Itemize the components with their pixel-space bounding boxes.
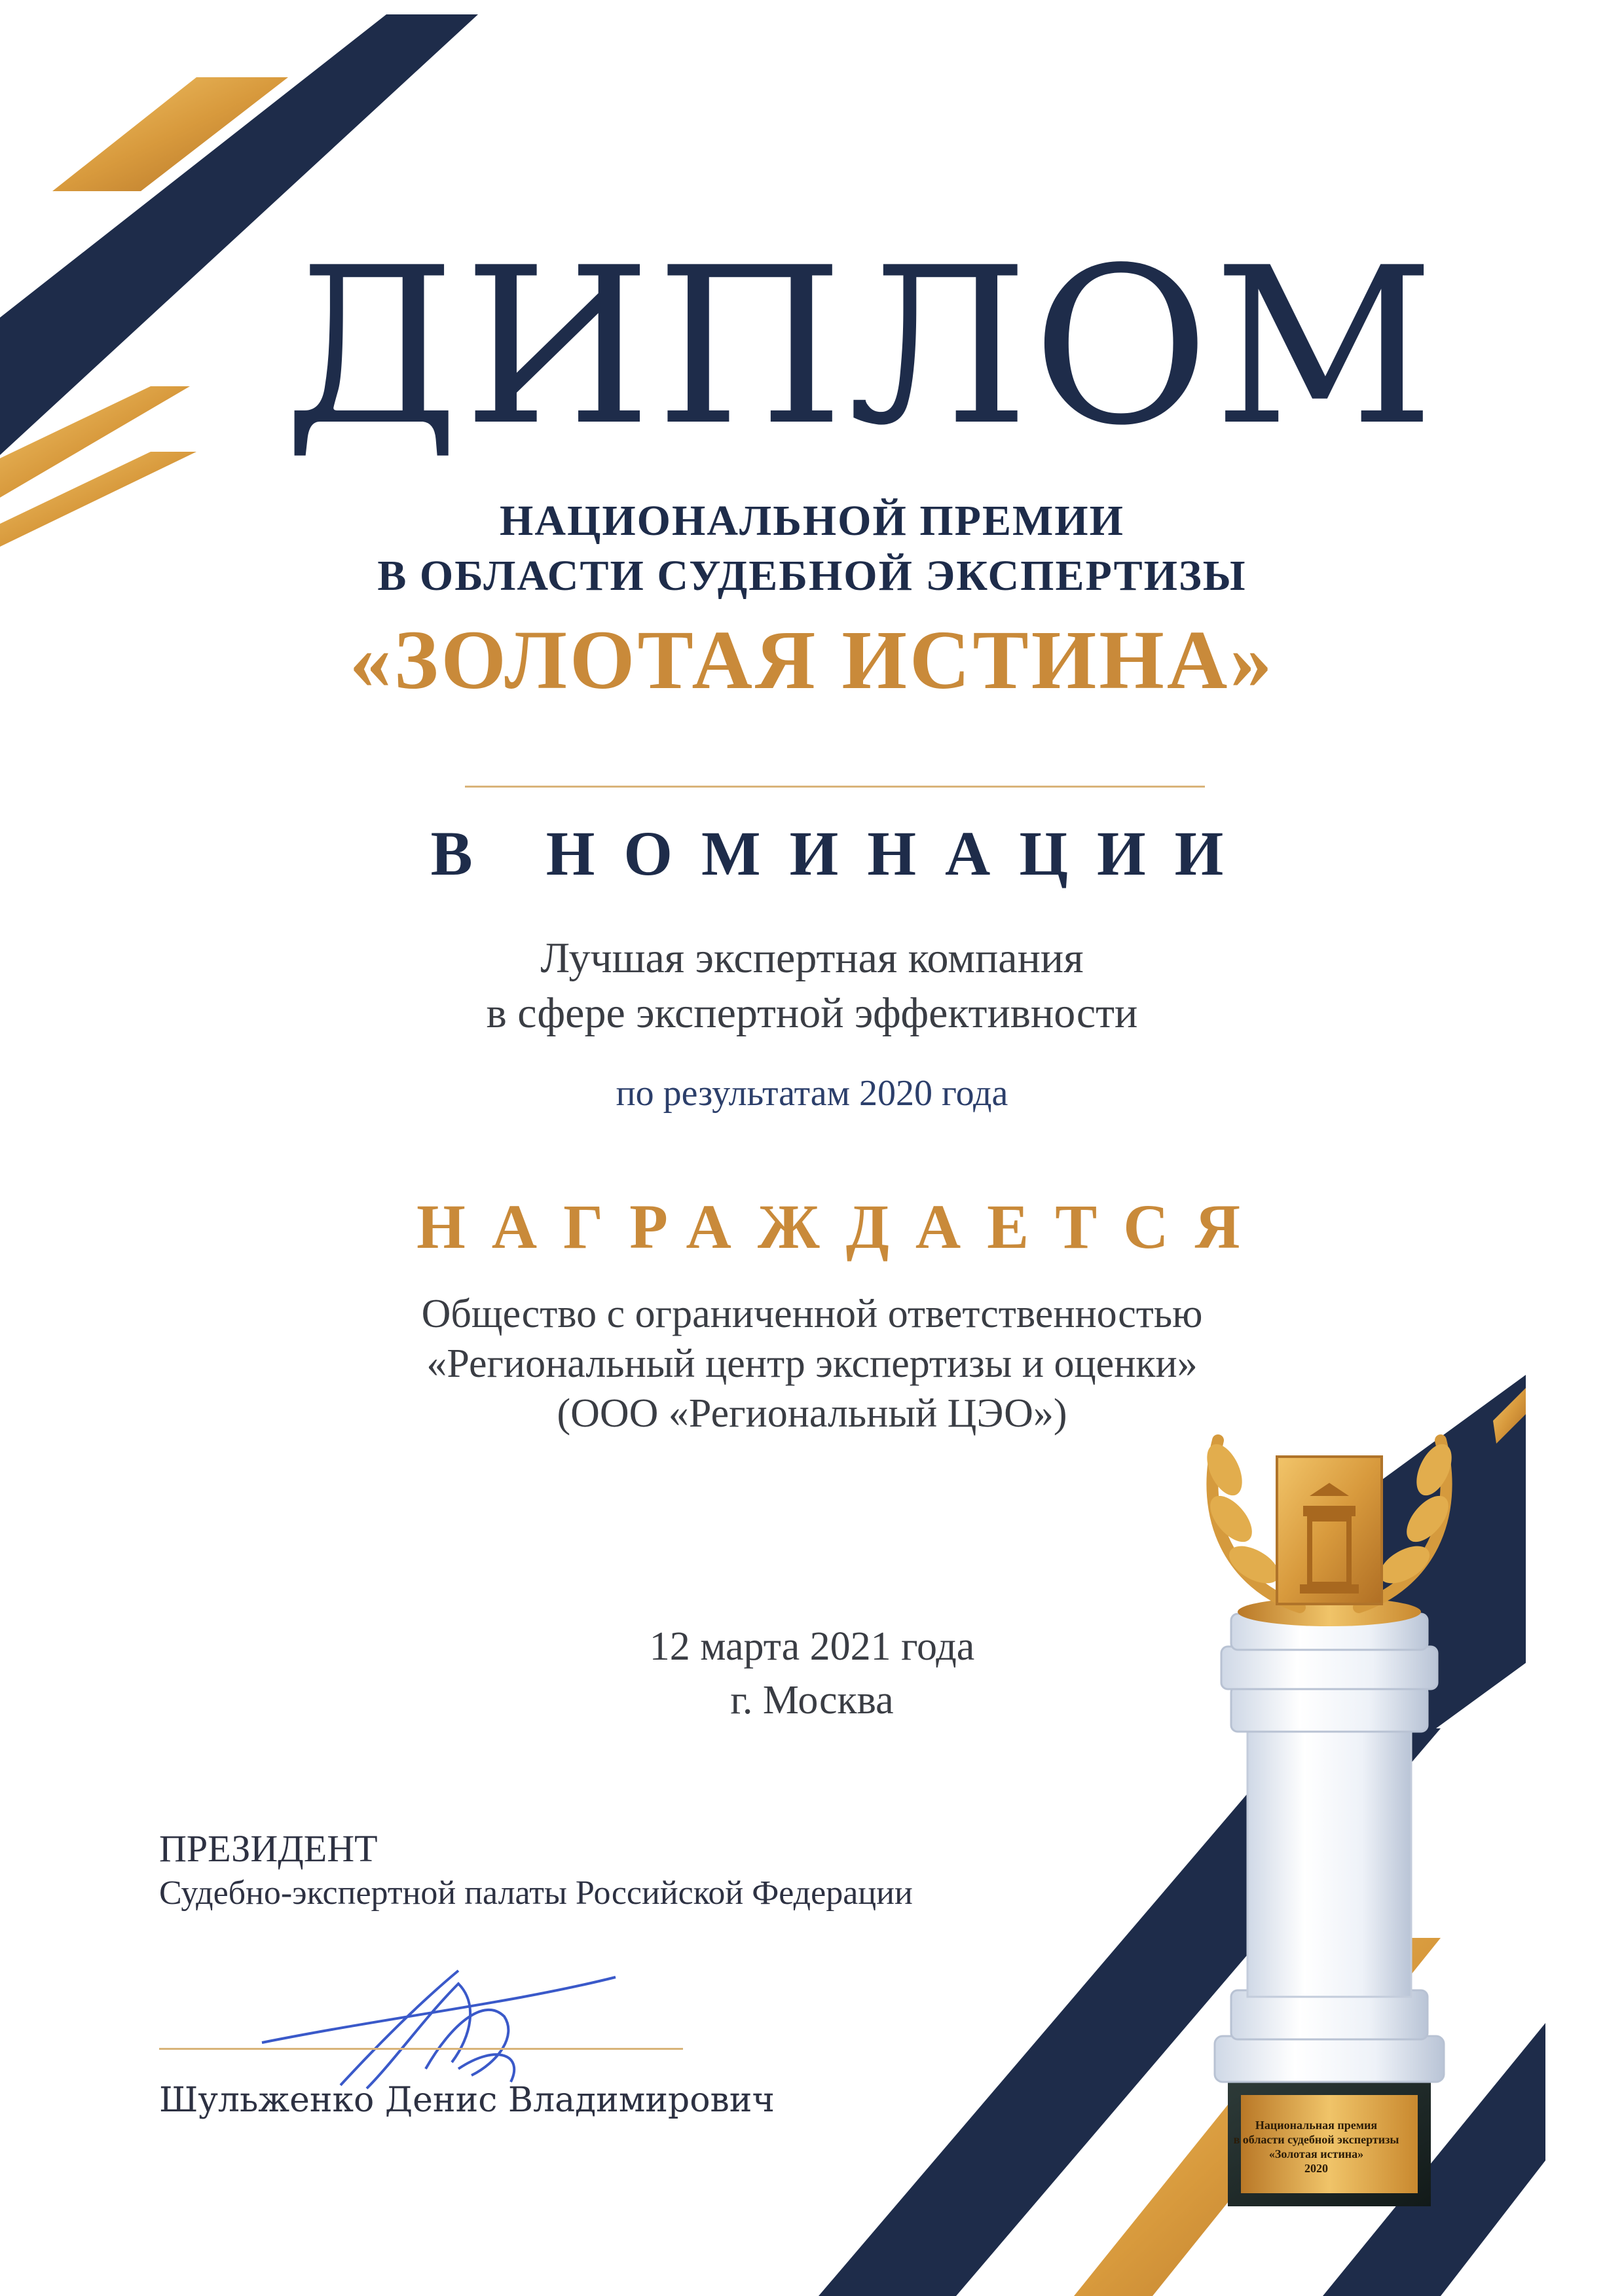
trophy-plaque-line-1: Национальная премия xyxy=(1255,2119,1378,2132)
nomination-line-2: в сфере экспертной эффективности xyxy=(486,989,1138,1037)
organization-line-3: (ООО «Региональный ЦЭО») xyxy=(557,1391,1067,1436)
title-divider xyxy=(465,786,1205,788)
awarded-heading: НАГРАЖДАЕТСЯ xyxy=(416,1192,1266,1262)
nomination-line-1: Лучшая экспертная компания xyxy=(540,934,1084,982)
nomination-heading: В НОМИНАЦИИ xyxy=(430,818,1253,888)
signatory-organization: Судебно-экспертной палаты Российской Федерации xyxy=(159,1874,913,1912)
handwritten-signature xyxy=(262,1971,616,2088)
organization-line-1: Общество с ограниченной ответственностью xyxy=(421,1292,1203,1336)
nomination-period: по результатам 2020 года xyxy=(616,1073,1008,1114)
subtitle-line-2: В ОБЛАСТИ СУДЕБНОЙ ЭКСПЕРТИЗЫ xyxy=(377,552,1247,600)
trophy-plaque-year: 2020 xyxy=(1304,2162,1328,2175)
subtitle-line-1: НАЦИОНАЛЬНОЙ ПРЕМИИ xyxy=(500,497,1124,545)
award-date: 12 марта 2021 года xyxy=(649,1624,975,1669)
diploma-title: ДИПЛОМ xyxy=(284,221,1439,473)
signatory-position: ПРЕЗИДЕНТ xyxy=(159,1827,378,1870)
organization-line-2: «Региональный центр экспертизы и оценки» xyxy=(426,1341,1198,1386)
trophy-plaque-line-2: в области судебной экспертизы xyxy=(1233,2133,1399,2146)
signature-line xyxy=(159,2048,683,2050)
award-city: г. Москва xyxy=(730,1678,894,1722)
signatory-name: Шульженко Денис Владимирович xyxy=(159,2081,775,2120)
trophy-plaque-line-3: «Золотая истина» xyxy=(1268,2147,1364,2160)
trophy-plaque xyxy=(1225,2118,1408,2176)
award-name: «ЗОЛОТАЯ ИСТИНА» xyxy=(349,613,1275,706)
